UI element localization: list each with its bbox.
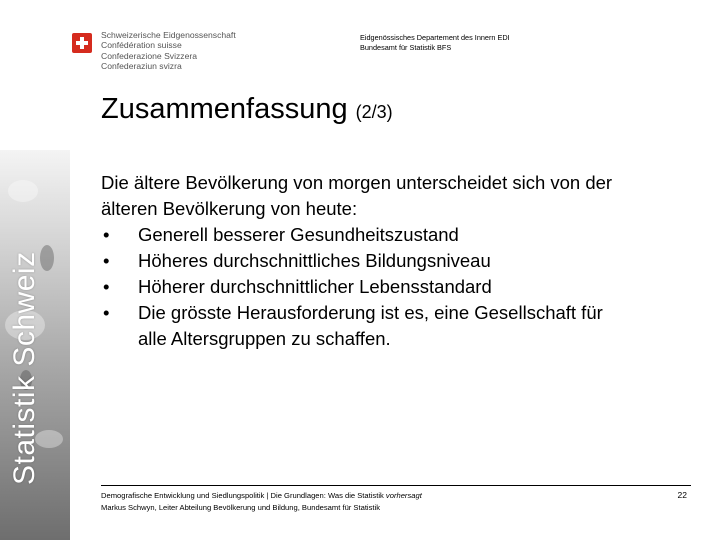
swiss-cross-icon <box>72 33 92 53</box>
department-line: Eidgenössisches Departement des Innern EDI <box>360 33 510 42</box>
intro-line: älteren Bevölkerung von heute: <box>101 198 358 219</box>
footer-divider <box>101 485 691 486</box>
slide-body <box>101 170 701 352</box>
confederation-line: Confederaziun svizra <box>101 61 182 72</box>
slide-title <box>101 93 393 126</box>
bullet-item <box>101 300 701 352</box>
confederation-name-block <box>101 30 236 72</box>
bullet-text: Die grösste Herausforderung ist es, eine Gesellschaft für alle Altersgruppen zu schaffen. <box>138 302 603 349</box>
bullet-item <box>101 274 701 300</box>
confederation-line: Schweizerische Eidgenossenschaft <box>101 30 236 40</box>
bullet-icon: • <box>103 224 110 245</box>
bullet-text: Höheres durchschnittliches Bildungsniveau <box>138 250 491 271</box>
bullet-item <box>101 248 701 274</box>
intro-line: Die ältere Bevölkerung von morgen unterscheidet sich von der <box>101 172 613 193</box>
department-block <box>360 33 510 53</box>
office-line: Bundesamt für Statistik BFS <box>360 43 452 53</box>
bullet-icon: • <box>103 276 110 297</box>
side-label-statistik-schweiz: Statistik Schweiz <box>8 251 41 485</box>
page-number: 22 <box>677 490 687 500</box>
bullet-icon: • <box>103 302 110 323</box>
slide-title-main: Zusammenfassung <box>101 93 348 125</box>
confederation-line: Confederazione Svizzera <box>101 50 198 61</box>
footer-line-2: Markus Schwyn, Leiter Abteilung Bevölkerung und Bildung, Bundesamt für Statistik <box>101 503 381 512</box>
footer-line-1: Demografische Entwicklung und Siedlungspolitik | Die Grundlagen: Was die Statistik vorhersagt <box>101 491 422 500</box>
bullet-list <box>101 222 701 352</box>
bullet-text: Generell besserer Gesundheitszustand <box>138 224 459 245</box>
slide-title-part: (2/3) <box>355 102 393 122</box>
bullet-item <box>101 222 701 248</box>
bullet-text: Höherer durchschnittlicher Lebensstandard <box>138 276 492 297</box>
bullet-icon: • <box>103 250 110 271</box>
confederation-line: Confédération suisse <box>101 40 182 51</box>
footer <box>101 490 422 514</box>
